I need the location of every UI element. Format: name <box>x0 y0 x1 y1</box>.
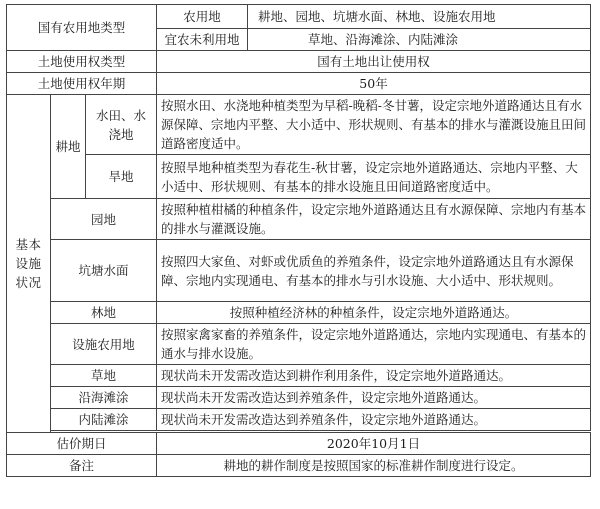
farm-row <box>157 5 591 29</box>
inland-value: 现状尚未开发需改造达到养殖条件，设定宗地外道路通达。 <box>157 409 591 431</box>
date-label: 估价期日 <box>7 433 157 455</box>
paddy-label: 水田、水浇地 <box>86 95 157 155</box>
land-type-label: 国有农用地类型 <box>7 5 157 51</box>
forest-value: 按照种植经济林的种植条件，设定宗地外道路通达。 <box>157 302 591 324</box>
term-label: 土地使用权年期 <box>7 73 157 95</box>
note-value: 耕地的耕作制度是按照国家的标准耕作制度进行设定。 <box>157 455 591 477</box>
land-valuation-table <box>6 4 591 477</box>
right-type-value: 国有土地出让使用权 <box>157 51 591 73</box>
note-label: 备注 <box>7 455 157 477</box>
dry-label: 旱地 <box>86 155 157 199</box>
farm-label: 农用地 <box>157 5 248 28</box>
unused-label: 宜农未利用地 <box>157 28 248 51</box>
farm-value: 耕地、园地、坑塘水面、林地、设施农用地 <box>258 9 496 24</box>
facility-label: 设施农用地 <box>51 324 157 365</box>
pond-value: 按照四大家鱼、对虾或优质鱼的养殖条件，设定宗地外道路通达且有水源保障、宗地内实现通电、有基本的排水与引水设施、大小适中、形状规则。 <box>157 240 591 302</box>
pond-label: 坑塘水面 <box>51 240 157 302</box>
inland-label: 内陆滩涂 <box>51 409 157 431</box>
forest-label: 林地 <box>51 302 157 324</box>
right-type-label: 土地使用权类型 <box>7 51 157 73</box>
date-value: 2020年10月1日 <box>157 433 591 455</box>
grass-label: 草地 <box>51 365 157 387</box>
orchard-label: 园地 <box>51 199 157 240</box>
infra-label: 基本设施状况 <box>7 95 51 433</box>
unused-row <box>157 29 591 51</box>
orchard-value: 按照种植柑橘的种植条件，设定宗地外道路通达且有水源保障、宗地内有基本的排水与灌溉设施。 <box>157 199 591 240</box>
term-value: 50年 <box>157 73 591 95</box>
paddy-value: 按照水田、水浇地种植类型为早稻-晚稻-冬甘薯，设定宗地外道路通达且有水源保障、宗地内平整、大小适中、形状规则、有基本的排水与灌溉设施且田间道路密度适中。 <box>157 95 591 155</box>
unused-value: 草地、沿海滩涂、内陆滩涂 <box>308 32 459 47</box>
grass-value: 现状尚未开发需改造达到耕作利用条件，设定宗地外道路通达。 <box>157 365 591 387</box>
coastal-label: 沿海滩涂 <box>51 387 157 409</box>
dry-value: 按照旱地种植类型为春花生-秋甘薯，设定宗地外道路通达、宗地内平整、大小适中、形状规则、有基本的排水设施且田间道路密度适中。 <box>157 155 591 199</box>
coastal-value: 现状尚未开发需改造达到养殖条件，设定宗地外道路通达。 <box>157 387 591 409</box>
facility-value: 按照家禽家畜的养殖条件，设定宗地外道路通达，宗地内实现通电、有基本的通水与排水设施。 <box>157 324 591 365</box>
cultivated-label: 耕地 <box>51 95 86 199</box>
